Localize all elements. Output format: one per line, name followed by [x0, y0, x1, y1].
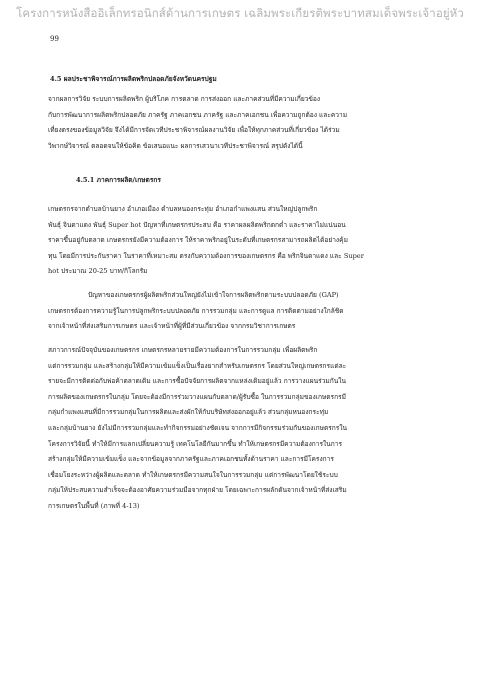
paragraph-line: รายจะมีการติดต่อกับพ่อค้าตลาดเดิม และการซื้อปัจจัยการผลิตจากแหล่งเดิมอยู่แล้ว การวางแผนร่วมกันใน [48, 377, 346, 386]
paragraph-group-formation [48, 343, 347, 515]
paragraph-line: ทุน โดยมีการประกันราคา ในราคาที่เหมาะสม ตรงกับความต้องการของเกษตรกร คือ พริกจินดาแดง และ Super [48, 251, 364, 260]
paragraph-line: การผลิตของเกษตรกรในกลุ่ม โดยจะต้องมีการร่วมวางแผนกับตลาด/ผู้รับซื้อ ในการรวมกลุ่มของเกษตรกรมี [48, 392, 346, 401]
paragraph-line: เชื่อมโยงระหว่างผู้ผลิตและตลาด ทำให้เกษตรกรมีความสนใจในการรวมกลุ่ม แต่การพัฒนาโดยใช้ระบบ [48, 470, 338, 479]
running-header: โครงการหนังสืออิเล็กทรอนิกส์ด้านการเกษตร เฉลิมพระเกียรติพระบาทสมเด็จพระเจ้าอยู่หัว [16, 6, 464, 20]
paragraph-line: โครงการวิจัยนี้ ทำให้มีการแลกเปลี่ยนความรู้ เทคโนโลยีกันมากขึ้น ทำให้เกษตรกรมีความต้องการในการ [48, 439, 343, 448]
paragraph-line: เกษตรกรจากตำบลบ้านยาง อำเภอเมือง ตำบลหนองกระทุ่ม อำเภอกำแพงแสน ส่วนใหญ่ปลูกพริก [48, 205, 318, 213]
paragraph-line: สภาวการณ์ปัจจุบันของเกษตรกร เกษตรกรหลายรายมีความต้องการในการรวมกลุ่ม เพื่อผลิตพริก [48, 346, 318, 354]
paragraph-line: สร้างกลุ่มให้มีความเข้มแข็ง และจากข้อมูลจากภาครัฐและภาคเอกชนทั้งด้านราคา และการมีโครงการ [48, 455, 334, 464]
paragraph-gap-problems [48, 288, 344, 335]
paragraph-line: กับการพัฒนาการผลิตพริกปลอดภัย ภาครัฐ ภาคเอกชน ภาครัฐ และภาคเอกชน เพื่อความถูกต้อง และความ [48, 110, 348, 119]
paragraph-line: ราคาขึ้นอยู่กับตลาด เกษตรกรยังมีความต้องการ ให้ราคาพริกอยู่ในระดับที่เกษตรกรสามารถผลิตได้อย่างคุ้ม [48, 236, 348, 245]
section-heading: 4.5 ผลประชาพิจารณ์การผลิตพริกปลอดภัยจังหวัดนครปฐม [50, 75, 217, 83]
paragraph-research-summary [48, 92, 347, 154]
paragraph-line: กลุ่มให้ประสบความสำเร็จจะต้องอาศัยความร่วมมือจากทุกฝ่าย โดยเฉพาะการผลักดันจากเจ้าหน้าที่ส่งเสริม [48, 486, 347, 495]
paragraph-line: พันธุ์ จินดาแดง พันธุ์ Super hot ปัญหาที่เกษตรกรประสบ คือ ราคาผลผลิตพริกตกต่ำ และราคาไม่แน่นอน [48, 220, 346, 229]
paragraph-farmers-price [48, 202, 364, 280]
paragraph-line: จากเจ้าหน้าที่ส่งเสริมการเกษตร และเจ้าหน้าที่ผู้ที่มีส่วนเกี่ยวข้อง จากกรมวิชาการเกษตร [48, 322, 296, 331]
paragraph-line: วิพากษ์วิจารณ์ ตลอดจนให้ข้อคิด ข้อเสนอแนะ ผลการเสวนาเวทีประชาพิจารณ์ สรุปดังได้นี้ [48, 141, 303, 150]
paragraph-line: ปัญหาของเกษตรกรผู้ผลิตพริกส่วนใหญ่ยังไม่เข้าใจการผลิตพริกตามระบบปลอดภัย (GAP) [88, 291, 339, 299]
paragraph-line: hot ประมาณ 20-25 บาท/กิโลกรัม [48, 267, 148, 276]
paragraph-line: แต่การรวมกลุ่ม และสร้างกลุ่มให้มีความเข้มแข็งเป็นเรื่องยากสำหรับเกษตรกร โดยส่วนใหญ่เกษตรกรแต่ละ [48, 361, 347, 370]
paragraph-line: การเกษตรในพื้นที่ (ภาพที่ 4-13) [48, 501, 140, 510]
page-number: 99 [50, 35, 59, 43]
paragraph-line: เกษตรกรต้องการความรู้ในการปลูกพริกระบบปลอดภัย การรวมกลุ่ม และการดูแล การติดตามอย่างใกล้ชิด [48, 306, 344, 315]
paragraph-line: และกลุ่มบ้านยาง ยังไม่มีการรวมกลุ่มและทำกิจกรรมอย่างชัดเจน จากการมีกิจกรรมร่วมกันของเกษตรกรใน [48, 423, 348, 432]
paragraph-line: จากผลการวิจัย ระบบการผลิตพริก ผู้บริโภค การตลาด การส่งออก และภาคส่วนที่มีความเกี่ยวข้อง [48, 95, 321, 103]
paragraph-line: กลุ่มกำแพงแสนที่มีการรวมกลุ่มในการผลิตและส่งผักให้กับบริษัทส่งออกอยู่แล้ว ส่วนกลุ่มหนองกระทุ่ม [48, 408, 329, 417]
paragraph-line: เที่ยงตรงของข้อมูลวิจัย จึงได้มีการจัดเวทีประชาพิจารณ์ผลงานวิจัย เพื่อให้ทุกภาคส่วนที่เกี่ยวข้อง ได้ร่วม [48, 126, 340, 135]
subsection-heading: 4.5.1 ภาคการผลิต/เกษตรกร [76, 176, 161, 184]
